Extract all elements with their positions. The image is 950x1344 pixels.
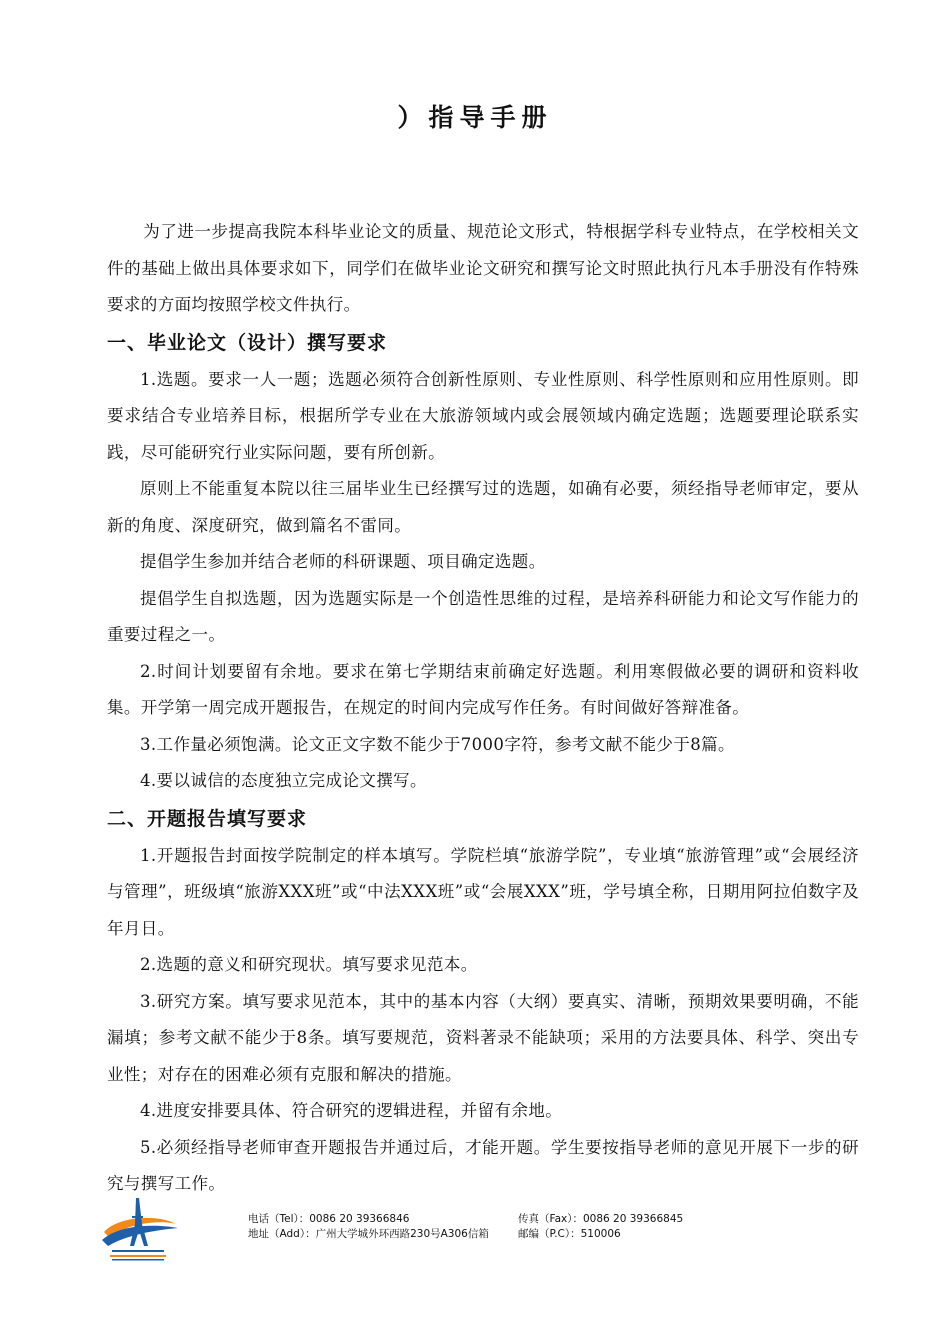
section-2-heading: 二、开题报告填写要求 xyxy=(107,807,308,830)
section-1-paragraph: 3.工作量必须饱满。论文正文字数不能少于7000字符，参考文献不能少于8篇。 xyxy=(140,734,735,754)
section-2-paragraph: 5.必须经指导老师审查开题报告并通过后，才能开题。学生要按指导老师的意见开展下一步的研究与撰写工作。 xyxy=(107,1137,859,1193)
section-2-paragraph: 2.选题的意义和研究现状。填写要求见范本。 xyxy=(140,955,478,974)
section-1-paragraph: 2.时间计划要留有余地。要求在第七学期结束前确定好选题。利用寒假做必要的调研和资料收集。开学第一周完成开题报告，在规定的时间内完成写作任务。有时间做好答辩准备。 xyxy=(107,661,859,717)
section-1-paragraph: 1.选题。要求一人一题；选题必须符合创新性原则、专业性原则、科学性原则和应用性原则。即要求结合专业培养目标，根据所学专业在大旅游领域内或会展领域内确定选题；选题要理论联系实践，尽可能研究行业实际问题，要有所创新。 xyxy=(107,369,859,462)
postcode-text: 邮编（P.C）：510006 xyxy=(518,1228,621,1240)
page-title: ）指导手册 xyxy=(397,103,553,132)
section-1-paragraph: 提倡学生自拟选题，因为选题实际是一个创造性思维的过程，是培养科研能力和论文写作能力的重要过程之一。 xyxy=(107,588,859,644)
section-1-paragraph: 提倡学生参加并结合老师的科研课题、项目确定选题。 xyxy=(140,552,546,571)
section-2-paragraph: 1.开题报告封面按学院制定的样本填写。学院栏填“旅游学院”，专业填“旅游管理”或“会展经济与管理”，班级填“旅游XXX班”或“中法XXX班”或“会展XXX”班，学号填全称，日期用阿拉伯数字及年月日。 xyxy=(107,845,859,938)
intro-paragraph: 为了进一步提高我院本科毕业论文的质量、规范论文形式，特根据学科专业特点，在学校相关文件的基础上做出具体要求如下，同学们在做毕业论文研究和撰写论文时照此执行凡本手册没有作特殊要求的方面均按照学校文件执行。 xyxy=(107,222,859,314)
document-body xyxy=(107,214,859,1203)
tower-logo-icon xyxy=(98,1194,180,1264)
section-1-paragraph: 4.要以诚信的态度独立完成论文撰写。 xyxy=(140,771,427,790)
fax-text: 传真（Fax）：0086 20 39366845 xyxy=(518,1213,684,1225)
section-1-heading: 一、毕业论文（设计）撰写要求 xyxy=(107,331,388,354)
section-2-paragraph: 4.进度安排要具体、符合研究的逻辑进程，并留有余地。 xyxy=(140,1101,563,1120)
address-text: 地址（Add）：广州大学城外环西路230号A306信箱 xyxy=(248,1228,489,1240)
section-2-paragraph: 3.研究方案。填写要求见范本，其中的基本内容（大纲）要真实、清晰，预期效果要明确，不能漏填；参考文献不能少于8条。填写要规范，资料著录不能缺项；采用的方法要具体、科学、突出专业性；对存在的困难必须有克服和解决的措施。 xyxy=(107,991,859,1084)
section-1-paragraph: 原则上不能重复本院以往三届毕业生已经撰写过的选题，如确有必要，须经指导老师审定，要从新的角度、深度研究，做到篇名不雷同。 xyxy=(107,479,859,535)
contact-info xyxy=(248,1212,768,1242)
page-footer xyxy=(98,1194,858,1264)
tel-text: 电话（Tel）：0086 20 39366846 xyxy=(248,1213,410,1225)
